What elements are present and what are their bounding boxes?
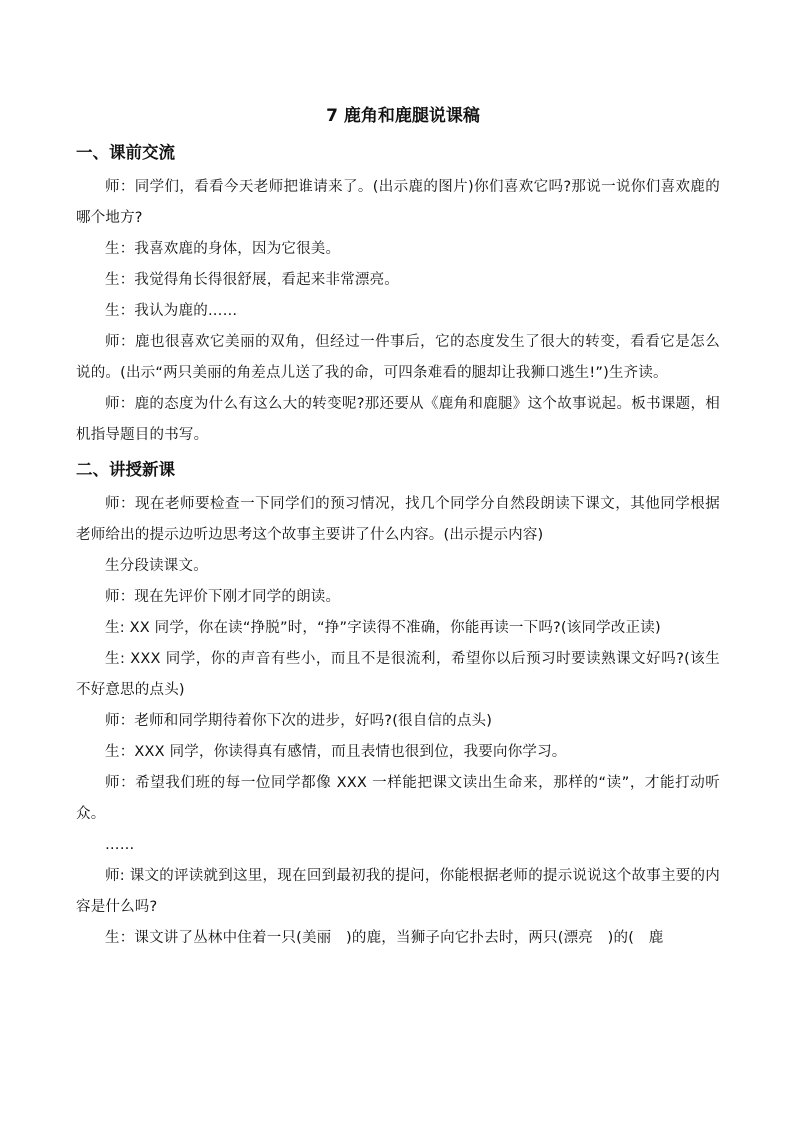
section-heading: 二、讲授新课: [76, 460, 175, 479]
paragraph: 生：我觉得角长得很舒展，看起来非常漂亮。: [105, 272, 399, 288]
paragraph: 生：XXX 同学，你读得真有感情，而且表情也很到位，我要向你学习。: [105, 744, 567, 760]
paragraph: 师：现在老师要检查一下同学们的预习情况，找几个同学分自然段朗读下课文，其他同学根据老师给出的提示边听边思考这个故事主要讲了什么内容。(出示提示内容): [76, 496, 720, 543]
section-2: [76, 455, 720, 954]
document-title: 7 鹿角和鹿腿说课稿: [326, 106, 480, 126]
paragraph: 师：鹿也很喜欢它美丽的双角，但经过一件事后，它的态度发生了很大的转变，看看它是怎么说的。(出示“两只美丽的角差点儿送了我的命，可四条难看的腿却让我狮口逃生!”)生齐读。: [76, 334, 720, 381]
paragraph: 生：我喜欢鹿的身体，因为它很美。: [105, 241, 341, 257]
paragraph: 师: 课文的评读就到这里，现在回到最初我的提问，你能根据老师的提示说说这个故事主要的内容是什么吗?: [76, 868, 720, 915]
paragraph: 生分段读课文。: [105, 558, 208, 574]
section-heading: 一、课前交流: [76, 143, 175, 162]
paragraph: 师：现在先评价下刚才同学的朗读。: [105, 589, 341, 605]
paragraph: 生: XXX 同学，你的声音有些小，而且不是很流利，希望你以后预习时要读熟课文好吗?(该生不好意思的点头): [76, 651, 720, 698]
paragraph: 师：希望我们班的每一位同学都像 XXX 一样能把课文读出生命来，那样的“读”，才能打动听众。: [76, 775, 720, 822]
paragraph: 生: XX 同学，你在读“挣脱”时，“挣”字读得不准确，你能再读一下吗?(该同学改正读): [105, 620, 661, 636]
paragraph: 生：我认为鹿的……: [105, 303, 238, 319]
paragraph: 师：老师和同学期待着你下次的进步，好吗?(很自信的点头): [105, 713, 493, 729]
section-1: [76, 138, 720, 451]
paragraph: 生：课文讲了丛林中住着一只(美丽 )的鹿，当狮子向它扑去时，两只(漂亮 )的( 鹿: [105, 930, 664, 946]
paragraph: 师：同学们，看看今天老师把谁请来了。(出示鹿的图片)你们喜欢它吗?那说一说你们喜欢鹿的哪个地方?: [76, 179, 720, 226]
ellipsis-paragraph: ……: [105, 837, 135, 853]
paragraph: 师：鹿的态度为什么有这么大的转变呢?那还要从《鹿角和鹿腿》这个故事说起。板书课题，相机指导题目的书写。: [76, 396, 720, 443]
